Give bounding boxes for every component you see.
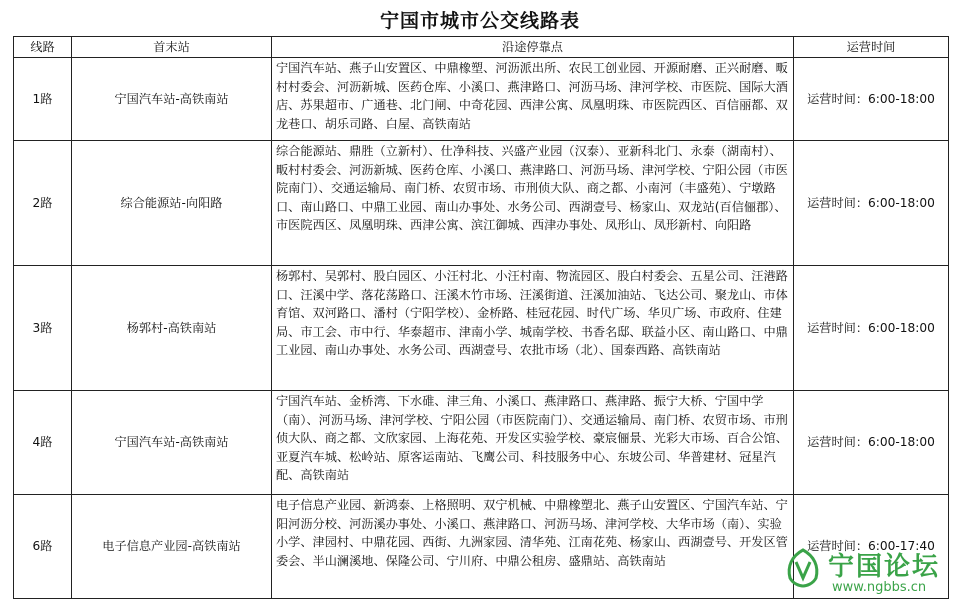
watermark-title: 宁国论坛 — [828, 552, 941, 582]
route-line: 2路 — [14, 141, 72, 266]
watermark-url[interactable]: www.ngbbs.cn — [832, 580, 927, 595]
leaf-logo-icon — [784, 548, 822, 588]
route-line: 3路 — [14, 266, 72, 391]
route-stops: 宁国汽车站、金桥湾、下水碓、津三角、小溪口、燕津路口、燕津路、振宁大桥、宁国中学（南）、河沥马场、津河学校、宁阳公园（市医院南门）、交通运输局、南门桥、农贸市场、市刑侦大队、商之都、文欣家园、上海花苑、开发区实验学校、豪宸俪景、光彩大市场、百合公馆、亚夏汽车城、松岭站、原客运南站、飞鹰公司、科技服务中心、东坡公司、华普建材、冠星汽配、高铁南站 — [272, 391, 794, 495]
route-hours: 运营时间：6:00-18:00 — [794, 141, 949, 266]
table-row — [14, 58, 949, 141]
route-terminals: 杨郭村-高铁南站 — [72, 266, 272, 391]
route-line: 1路 — [14, 58, 72, 141]
route-terminals: 宁国汽车站-高铁南站 — [72, 391, 272, 495]
table-header-row — [14, 37, 949, 58]
route-terminals: 综合能源站-向阳路 — [72, 141, 272, 266]
route-hours: 运营时间：6:00-18:00 — [794, 391, 949, 495]
route-line: 6路 — [14, 495, 72, 599]
header-terminals: 首末站 — [72, 37, 272, 58]
route-stops: 宁国汽车站、燕子山安置区、中鼎橡塑、河沥派出所、农民工创业园、开源耐磨、正兴耐磨、畈村村委会、河沥新城、医药仓库、小溪口、燕津路口、河沥马场、津河学校、市医院、国际大酒店、苏果超市、广通巷、北门闸、中奇花园、西津公寓、凤凰明珠、市医院西区、百信丽都、双龙巷口、胡乐司路、白屋、高铁南站 — [272, 58, 794, 141]
route-terminals: 宁国汽车站-高铁南站 — [72, 58, 272, 141]
header-line: 线路 — [14, 37, 72, 58]
header-stops: 沿途停靠点 — [272, 37, 794, 58]
route-hours: 运营时间：6:00-17:40 — [794, 495, 949, 599]
bus-route-table — [13, 36, 949, 599]
watermark — [784, 544, 954, 604]
page-title: 宁国市城市公交线路表 — [379, 10, 580, 32]
route-terminals: 电子信息产业园-高铁南站 — [72, 495, 272, 599]
header-hours: 运营时间 — [794, 37, 949, 58]
route-stops: 电子信息产业园、新鸿泰、上格照明、双宁机械、中鼎橡塑北、燕子山安置区、宁国汽车站、宁阳河沥分校、河沥溪办事处、小溪口、燕津路口、河沥马场、津河学校、大华市场（南）、实验小学、津园村、中鼎花园、西街、九洲家园、清华苑、江南花苑、杨家山、西湖壹号、开发区管委会、半山澜溪地、保隆公司、宁川府、中鼎公租房、盛鼎站、高铁南站 — [272, 495, 794, 599]
table-row — [14, 266, 949, 391]
route-hours: 运营时间：6:00-18:00 — [794, 266, 949, 391]
route-line: 4路 — [14, 391, 72, 495]
route-stops: 杨郭村、吴郭村、股白园区、小汪村北、小汪村南、物流园区、股白村委会、五星公司、汪港路口、汪溪中学、落花荡路口、汪溪木竹市场、汪溪街道、汪溪加油站、飞达公司、聚龙山、市体育馆、双河路口、潘村（宁阳学校）、金桥路、桂冠花园、时代广场、华贝广场、市政府、住建局、市工会、市中行、华泰超市、津南小学、城南学校、书香名邸、联益小区、南山路口、中鼎工业园、南山办事处、水务公司、西湖壹号、农批市场（北）、国泰西路、高铁南站 — [272, 266, 794, 391]
table-row — [14, 141, 949, 266]
table-row — [14, 391, 949, 495]
route-stops: 综合能源站、鼎胜（立新村）、仕净科技、兴盛产业园（汉泰）、亚新科北门、永泰（湖南村）、畈村村委会、河沥新城、医药仓库、小溪口、燕津路口、河沥马场、津河学校、宁阳公园（市医院南门）、交通运输局、南门桥、农贸市场、市刑侦大队、商之都、小南河（丰盛苑）、宁墩路口、南山路口、中鼎工业园、南山办事处、水务公司、西湖壹号、杨家山、双龙站(百信俪郡）、市医院西区、凤凰明珠、西津公寓、滨江御城、西津办事处、凤形山、凤形新村、向阳路 — [272, 141, 794, 266]
route-hours: 运营时间：6:00-18:00 — [794, 58, 949, 141]
